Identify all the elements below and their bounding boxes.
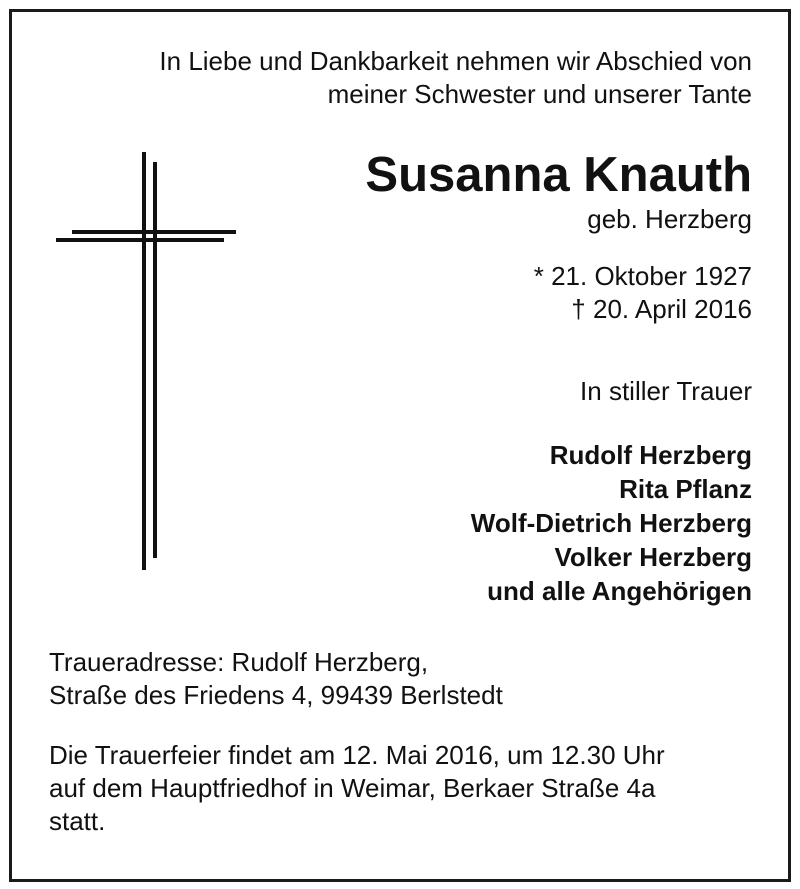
address-line-2: Straße des Friedens 4, 99439 Berlstedt — [49, 680, 503, 710]
mourner-name: Wolf-Dietrich Herzberg — [470, 508, 752, 538]
intro-line-2: meiner Schwester und unserer Tante — [327, 79, 752, 109]
mourners-list — [471, 438, 752, 608]
ceremony-line-2: auf dem Hauptfriedhof in Weimar, Berkaer Straße 4a — [49, 773, 656, 803]
mourning-address — [49, 646, 503, 712]
death-date: † 20. April 2016 — [571, 294, 752, 324]
mourner-name: Rita Pflanz — [619, 474, 752, 504]
maiden-name: geb. Herzberg — [587, 204, 752, 234]
double-line-cross-icon — [56, 152, 236, 572]
mourner-name: Rudolf Herzberg — [549, 440, 752, 470]
mourner-name: und alle Angehörigen — [487, 576, 752, 606]
intro-text — [159, 45, 752, 111]
ceremony-info — [49, 739, 665, 838]
mourner-name: Volker Herzberg — [554, 542, 752, 572]
life-dates — [534, 260, 752, 326]
ceremony-line-1: Die Trauerfeier findet am 12. Mai 2016, um 12.30 Uhr — [49, 740, 665, 770]
birth-date: * 21. Oktober 1927 — [533, 261, 752, 291]
ceremony-line-3: statt. — [49, 806, 106, 836]
deceased-name: Susanna Knauth — [365, 148, 752, 202]
mourning-heading: In stiller Trauer — [580, 376, 752, 406]
intro-line-1: In Liebe und Dankbarkeit nehmen wir Abschied von — [159, 46, 752, 76]
address-line-1: Traueradresse: Rudolf Herzberg, — [49, 647, 429, 677]
